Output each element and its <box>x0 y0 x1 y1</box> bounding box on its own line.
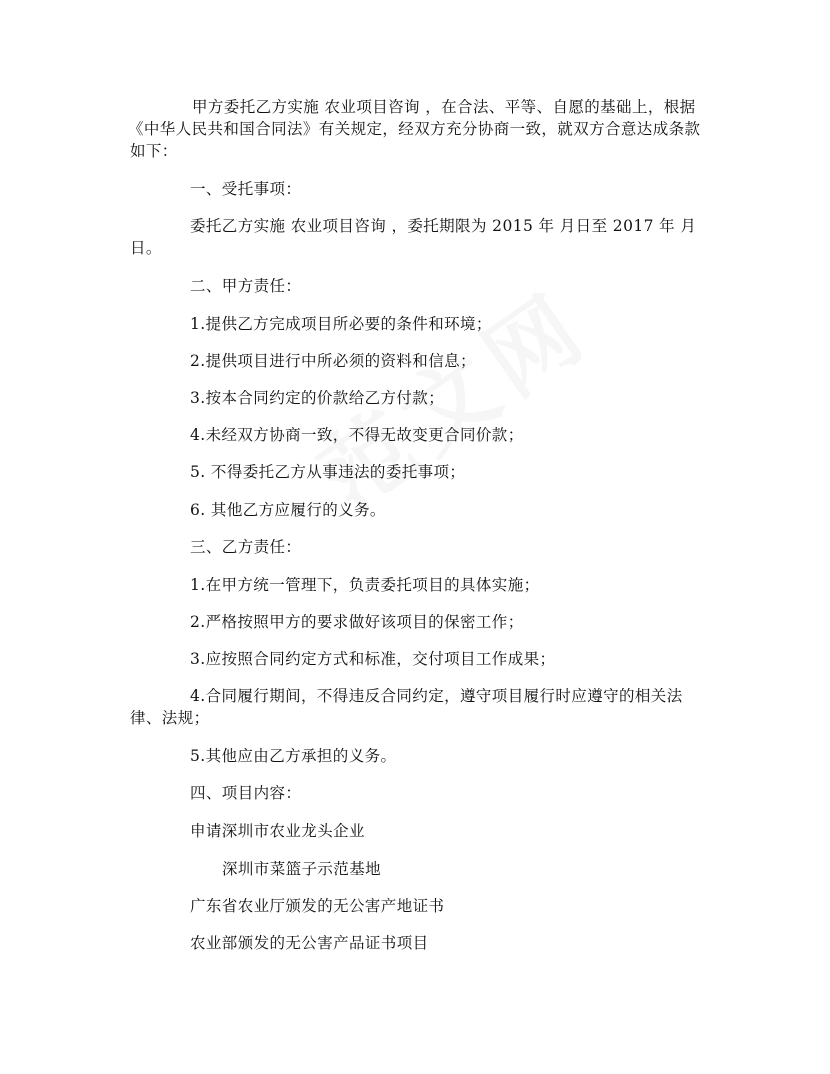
section2-item-4: 4.未经双方协商一致，不得无故变更合同价款； <box>190 426 524 444</box>
section2-item-2: 2.提供项目进行中所必须的资料和信息； <box>190 352 476 370</box>
intro-line-3: 如下： <box>130 142 178 160</box>
section1-paragraph <box>130 215 710 259</box>
section3-item-4-line-1: 4.合同履行期间，不得违反合同约定，遵守项目履行时应遵守的相关法 <box>190 687 683 705</box>
intro-line-2: 《中华人民共和国合同法》有关规定，经双方充分协商一致，就双方合意达成条款 <box>128 120 701 138</box>
section3-item-4-line-2: 律、法规； <box>130 709 210 727</box>
section2-item-6: 6. 其他乙方应履行的义务。 <box>190 501 386 519</box>
section3-item-5: 5.其他应由乙方承担的义务。 <box>190 747 397 765</box>
section2-heading: 二、甲方责任： <box>190 277 302 295</box>
section1-heading: 一、受托事项： <box>190 180 302 198</box>
section3-item-1: 1.在甲方统一管理下，负责委托项目的具体实施； <box>190 576 540 594</box>
section3-item-4 <box>130 685 710 729</box>
section3-heading: 三、乙方责任： <box>190 538 302 556</box>
section2-item-3: 3.按本合同约定的价款给乙方付款； <box>190 389 445 407</box>
section4-item-2: 深圳市菜篮子示范基地 <box>222 860 382 878</box>
section4-item-1: 申请深圳市农业龙头企业 <box>190 822 365 840</box>
section4-item-4: 农业部颁发的无公害产品证书项目 <box>190 934 429 952</box>
section3-item-3: 3.应按照合同约定方式和标准，交付项目工作成果； <box>190 650 556 668</box>
section1-line-1: 委托乙方实施 农业项目咨询 ，委托期限为 2015 年 月日至 2017 年 月 <box>190 217 697 235</box>
intro-line-1: 甲方委托乙方实施 农业项目咨询 ，在合法、平等、自愿的基础上，根据 <box>192 98 696 116</box>
section2-item-5: 5. 不得委托乙方从事违法的委托事项； <box>190 463 466 481</box>
section1-line-2: 日。 <box>130 239 162 257</box>
section3-item-2: 2.严格按照甲方的要求做好该项目的保密工作； <box>190 613 524 631</box>
section2-item-1: 1.提供乙方完成项目所必要的条件和环境； <box>190 315 492 333</box>
section4-item-3: 广东省农业厅颁发的无公害产地证书 <box>190 897 445 915</box>
intro-paragraph <box>130 96 710 162</box>
section4-heading: 四、项目内容： <box>190 784 302 802</box>
